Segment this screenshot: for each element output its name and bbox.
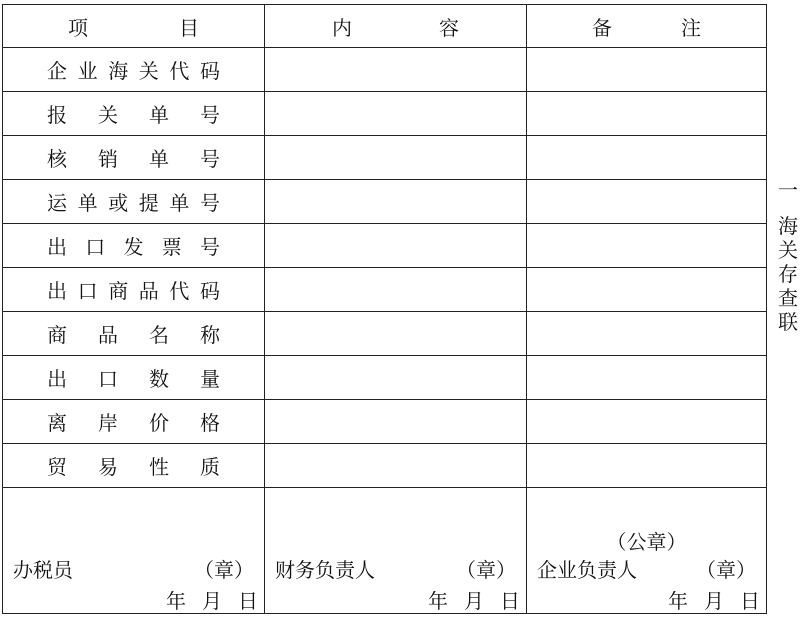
row-note-cell[interactable] <box>527 400 767 444</box>
side-title-char: 关 <box>778 238 798 262</box>
row-label-char: 质 <box>200 455 220 479</box>
row-label <box>3 400 265 444</box>
row-label <box>3 180 265 224</box>
form-row <box>3 312 767 356</box>
row-label-char: 号 <box>199 191 220 215</box>
signature-company-head[interactable] <box>527 488 767 614</box>
date-month: 月 <box>704 589 724 613</box>
row-label-char: 口 <box>85 235 106 259</box>
side-title-char: 存 <box>778 262 798 286</box>
row-label-char: 号 <box>200 235 220 259</box>
row-content-cell[interactable] <box>265 48 527 92</box>
row-label-char: 票 <box>161 235 182 259</box>
customs-record-form <box>2 4 767 614</box>
row-content-cell[interactable] <box>265 92 527 136</box>
row-label-char: 格 <box>200 411 220 435</box>
date-month: 月 <box>464 589 484 613</box>
row-label-char: 性 <box>149 455 169 479</box>
row-label <box>3 48 265 92</box>
signature-finance-head[interactable] <box>265 488 527 614</box>
row-label-char: 关 <box>98 103 118 127</box>
row-content-cell[interactable] <box>265 224 527 268</box>
side-title-char: 联 <box>778 310 798 334</box>
signature-role-label: 财务负责人 <box>275 558 375 582</box>
form-row <box>3 136 767 180</box>
row-label-char: 单 <box>149 103 169 127</box>
row-label-char: 出 <box>47 235 67 259</box>
row-label-char: 出 <box>47 279 67 303</box>
header-row <box>3 5 767 48</box>
row-label-char: 代 <box>169 279 190 303</box>
row-label-char: 海 <box>108 59 129 83</box>
row-label-char: 价 <box>149 411 169 435</box>
row-label-char: 码 <box>199 59 220 83</box>
row-label-char: 关 <box>138 59 159 83</box>
header-note <box>527 5 767 48</box>
row-label-char: 提 <box>138 191 159 215</box>
date-day: 日 <box>500 589 520 613</box>
row-label-char: 量 <box>200 367 220 391</box>
date-day: 日 <box>238 589 258 613</box>
row-label <box>3 268 265 312</box>
header-content <box>265 5 527 48</box>
header-item-char-2: 目 <box>179 15 199 40</box>
signature-role-label: 企业负责人 <box>537 558 637 582</box>
signature-row <box>3 488 767 614</box>
row-label-char: 或 <box>108 191 129 215</box>
row-note-cell[interactable] <box>527 224 767 268</box>
date-year: 年 <box>166 589 186 613</box>
form-row <box>3 400 767 444</box>
row-label-char: 品 <box>138 279 159 303</box>
row-label-char: 报 <box>47 103 67 127</box>
seal-label: （章） <box>194 558 254 582</box>
row-note-cell[interactable] <box>527 268 767 312</box>
signature-date <box>428 585 520 614</box>
date-day: 日 <box>740 589 760 613</box>
row-label-char: 数 <box>149 367 169 391</box>
signature-tax-clerk[interactable] <box>3 488 265 614</box>
row-label <box>3 224 265 268</box>
header-note-char-2: 注 <box>681 15 701 40</box>
row-label-char: 名 <box>149 323 169 347</box>
form-row <box>3 92 767 136</box>
row-label-char: 口 <box>98 367 118 391</box>
row-label-char: 代 <box>169 59 190 83</box>
row-label-char: 单 <box>149 147 169 171</box>
header-item-char-1: 项 <box>68 15 88 40</box>
form-row <box>3 268 767 312</box>
row-label-char: 口 <box>77 279 98 303</box>
date-year: 年 <box>668 589 688 613</box>
row-label-char: 发 <box>123 235 144 259</box>
row-content-cell[interactable] <box>265 268 527 312</box>
row-note-cell[interactable] <box>527 312 767 356</box>
row-label-char: 销 <box>98 147 118 171</box>
row-label <box>3 444 265 488</box>
header-content-char-2: 容 <box>439 15 459 40</box>
row-content-cell[interactable] <box>265 180 527 224</box>
row-label <box>3 356 265 400</box>
copy-designation-vertical <box>776 178 800 334</box>
row-note-cell[interactable] <box>527 444 767 488</box>
signature-date <box>166 585 258 614</box>
row-label-char: 商 <box>47 323 67 347</box>
row-label <box>3 312 265 356</box>
seal-label: （章） <box>456 558 516 582</box>
row-label <box>3 136 265 180</box>
form-row <box>3 356 767 400</box>
row-label <box>3 92 265 136</box>
date-year: 年 <box>428 589 448 613</box>
row-label-char: 号 <box>200 103 220 127</box>
row-label-char: 单 <box>169 191 190 215</box>
form-row <box>3 48 767 92</box>
row-label-char: 企 <box>47 59 67 83</box>
form-row <box>3 444 767 488</box>
row-content-cell[interactable] <box>265 444 527 488</box>
header-item <box>3 5 265 48</box>
side-title-char: 一 <box>778 178 798 202</box>
row-label-char: 商 <box>108 279 129 303</box>
row-label-char: 运 <box>47 191 67 215</box>
header-content-char-1: 内 <box>332 15 352 40</box>
form-row <box>3 224 767 268</box>
signature-role-label: 办税员 <box>13 558 73 582</box>
row-note-cell[interactable] <box>527 92 767 136</box>
row-label-char: 易 <box>98 455 118 479</box>
row-content-cell[interactable] <box>265 400 527 444</box>
official-seal-label: （公章） <box>606 530 687 554</box>
row-note-cell[interactable] <box>527 136 767 180</box>
row-label-char: 核 <box>47 147 67 171</box>
row-content-cell[interactable] <box>265 136 527 180</box>
row-label-char: 业 <box>77 59 98 83</box>
date-month: 月 <box>202 589 222 613</box>
row-note-cell[interactable] <box>527 48 767 92</box>
row-label-char: 称 <box>200 323 220 347</box>
row-content-cell[interactable] <box>265 312 527 356</box>
row-content-cell[interactable] <box>265 356 527 400</box>
header-note-char-1: 备 <box>592 15 612 40</box>
row-label-char: 离 <box>47 411 67 435</box>
form-row <box>3 180 767 224</box>
row-note-cell[interactable] <box>527 356 767 400</box>
side-title-char: 查 <box>778 286 798 310</box>
row-label-char: 贸 <box>47 455 67 479</box>
row-note-cell[interactable] <box>527 180 767 224</box>
row-label-char: 品 <box>98 323 118 347</box>
row-label-char: 码 <box>199 279 220 303</box>
signature-date <box>668 585 760 614</box>
row-label-char: 岸 <box>98 411 118 435</box>
row-label-char: 单 <box>77 191 98 215</box>
side-title-char: 海 <box>778 214 798 238</box>
row-label-char: 出 <box>47 367 67 391</box>
row-label-char: 号 <box>200 147 220 171</box>
seal-label: （章） <box>696 558 756 582</box>
